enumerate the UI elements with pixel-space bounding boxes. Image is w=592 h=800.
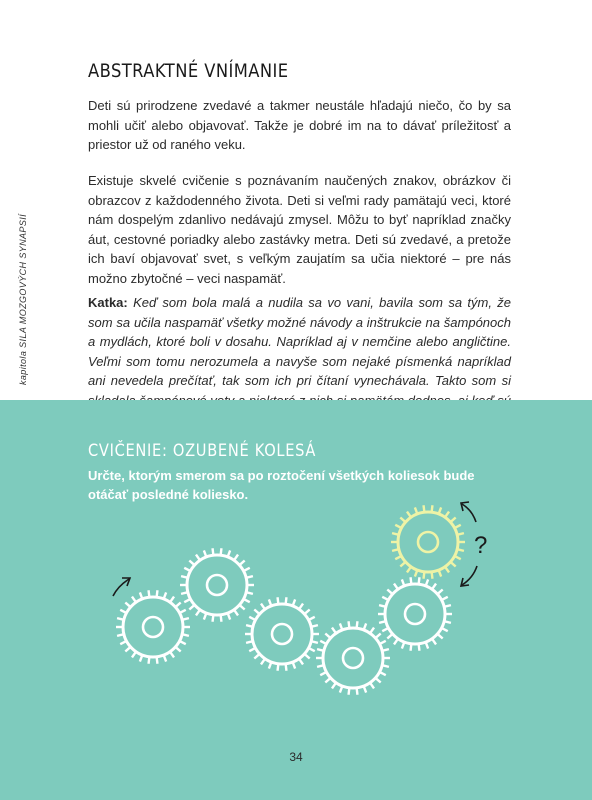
gear-icon — [378, 577, 452, 650]
quote-text: Keď som bola malá a nudila sa vo vani, bavila som sa tým, že som sa učila naspamäť všetky možné návody a inštrukcie na šampónoch a mydlách, ktoré boli v dosahu. Napríklad aj v nemčine alebo angličtine. Veľmi som tomu nerozumela a navyše som nejaké písmenká napríklad ani nevedela prečítať, tak som ich pri čítaní vynechávala. Takto som si — [88, 295, 511, 388]
chapter-name: SILA MOZGOVÝCH SYNAPSIÍ — [18, 213, 28, 348]
gear-group — [116, 505, 465, 694]
paragraph-exercise-description: Existuje skvelé cvičenie s poznávaním naučených znakov, obrázkov či obrazcov z každodenného života. Deti si veľmi rady pamätajú veci, ktoré nám dospelým zdanlivo nedávajú zmysel. Môžu to byť napríklad značky áut, cestovné poriadky alebo zastávky metra. Deti sú zvedavé, a pretože ich baví objavovať svet, s veľkým zaujatím sa učia niektoré – pre nás možno zbytočné – veci naspamäť. — [88, 173, 511, 286]
gear-icon — [116, 590, 190, 663]
question-mark: ? — [474, 532, 488, 559]
gear-icon — [245, 597, 319, 670]
page-title: ABSTRAKTNÉ VNÍMANIE — [88, 60, 289, 82]
exercise-title: CVIČENIE: OZUBENÉ KOLESÁ — [88, 441, 317, 461]
chapter-prefix: kapitola — [18, 350, 28, 385]
paragraph-intro: Deti sú prirodzene zvedavé a takmer neustále hľadajú niečo, čo by sa mohli učiť alebo objavovať. Takže je dobré im na to dávať príležitosť a priestor už od raného veku. — [88, 98, 511, 152]
arrow-icon-left — [113, 578, 130, 596]
chapter-side-note — [18, 214, 28, 385]
arrow-icon-top-right — [461, 502, 476, 522]
gear-icon — [180, 548, 254, 621]
gears-illustration — [0, 500, 592, 700]
quote-author: Katka: — [88, 295, 128, 310]
exercise-instruction: Určte, ktorým smerom sa po roztočení všetkých koliesok bude otáčať posledné koliesko. — [88, 468, 475, 502]
page-number: 34 — [289, 750, 303, 764]
highlighted-gear-icon — [391, 505, 465, 578]
gear-icon — [316, 621, 390, 694]
arrow-icon-bottom-right — [461, 566, 477, 586]
